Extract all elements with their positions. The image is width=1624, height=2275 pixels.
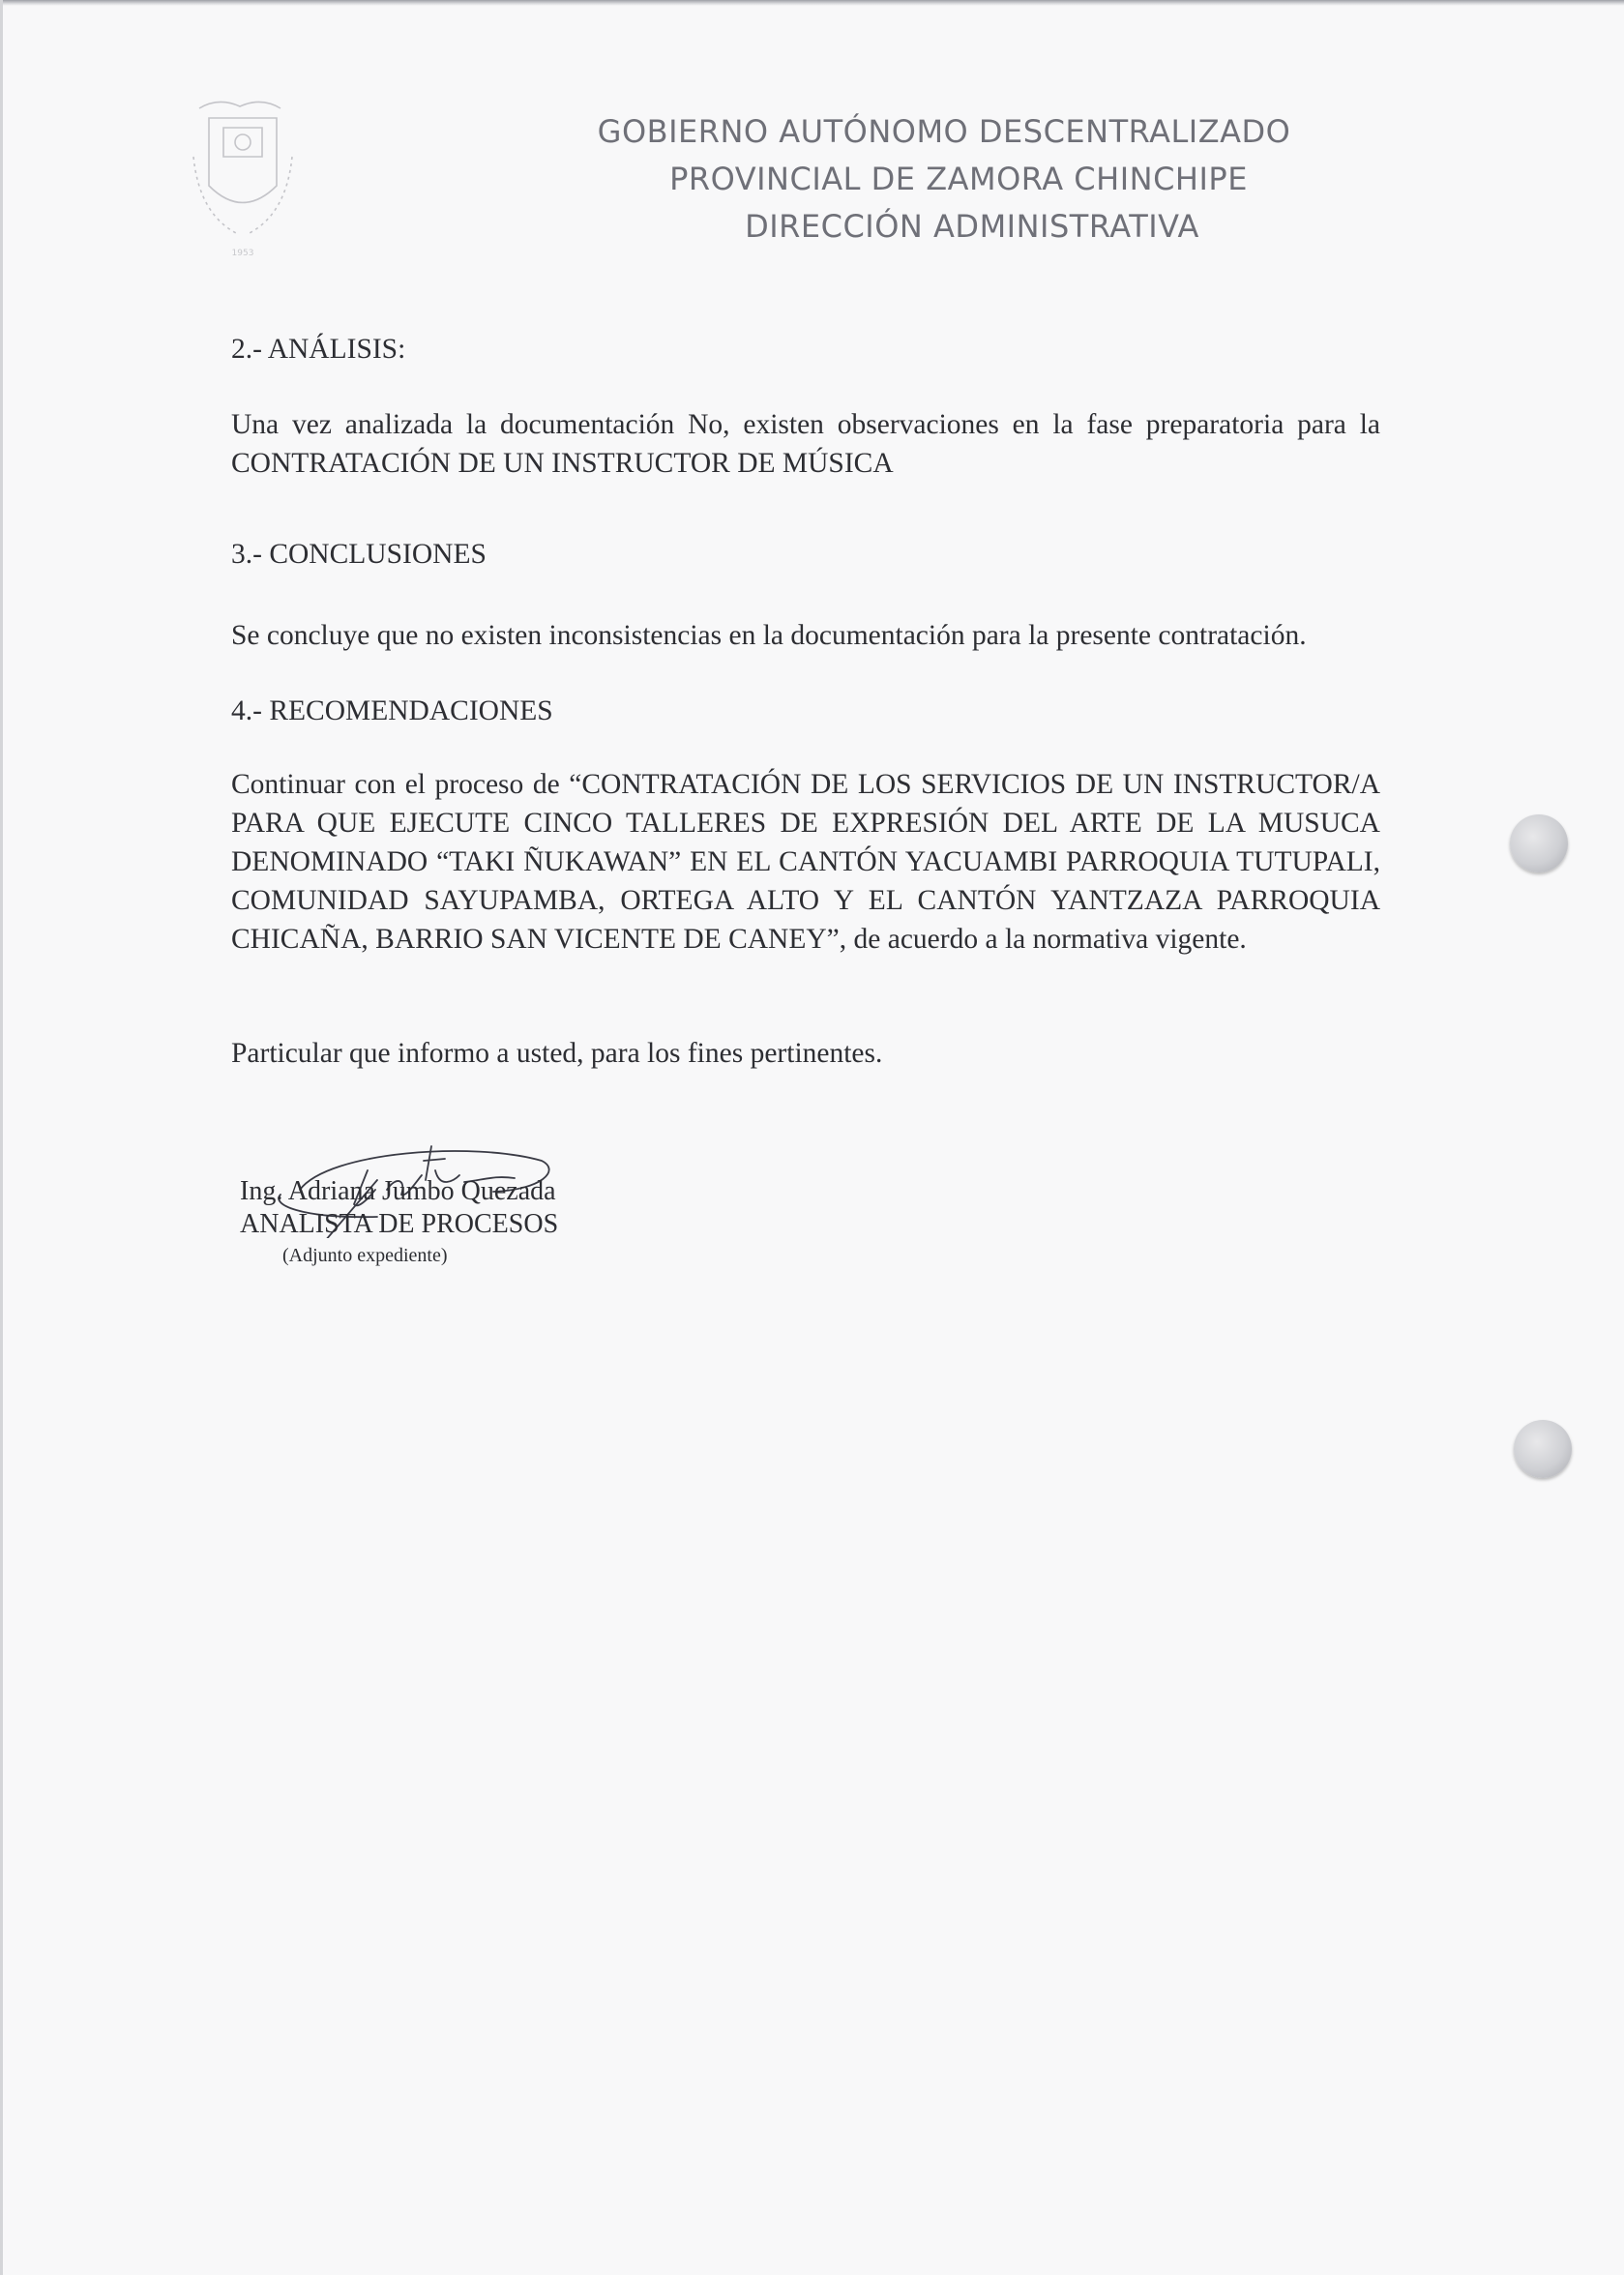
analysis-heading: 2.- ANÁLISIS:	[231, 334, 406, 365]
letterhead-line-3: DIRECCIÓN ADMINISTRATIVA	[745, 208, 1199, 245]
closing-paragraph: Particular que informo a usted, para los fines pertinentes.	[231, 1038, 883, 1069]
recommendations-paragraph: Continuar con el proceso de “CONTRATACIÓN DE LOS SERVICIOS DE UN INSTRUCTOR/A PARA QUE EJECUTE CINCO TALLERES DE EXPRESIÓN DEL ARTE DE LA MUSUCA DENOMINADO “TAKI ÑUKAWAN” EN EL CANTÓN YACUAMBI PARROQUIA TUTUPALI, COMUNIDAD SAYUPAMBA, ORTEGA ALTO Y EL CANTÓN YANTZAZA PARROQUIA CHICAÑA, BARRIO SAN VICENTE DE CANEY”, de acuerdo a la normativa vigente.	[231, 769, 1380, 955]
attachment-note: (Adjunto expediente)	[282, 1245, 448, 1266]
punch-hole-top	[1510, 814, 1568, 872]
recommendations-heading: 4.- RECOMENDACIONES	[231, 695, 553, 726]
letterhead-line-1: GOBIERNO AUTÓNOMO DESCENTRALIZADO	[597, 113, 1291, 150]
conclusions-heading: 3.- CONCLUSIONES	[231, 539, 487, 570]
scan-left-edge	[0, 0, 3, 2275]
conclusions-paragraph: Se concluye que no existen inconsistencias en la documentación para la presente contratación.	[231, 620, 1307, 651]
letterhead	[542, 108, 1373, 251]
signer-title: ANALISTA DE PROCESOS	[240, 1209, 559, 1239]
provincial-crest-logo	[180, 89, 306, 263]
scan-top-edge	[0, 0, 1624, 6]
analysis-paragraph: Una vez analizada la documentación No, existen observaciones en la fase preparatoria para la CONTRATACIÓN DE UN INSTRUCTOR DE MÚSICA	[231, 409, 1380, 479]
signer-name: Ing. Adriana Jumbo Quezada	[240, 1176, 556, 1206]
signature-block	[240, 1175, 558, 1270]
crest-year: 1953	[231, 249, 254, 258]
letterhead-line-2: PROVINCIAL DE ZAMORA CHINCHIPE	[669, 161, 1248, 197]
punch-hole-bottom	[1514, 1420, 1572, 1478]
